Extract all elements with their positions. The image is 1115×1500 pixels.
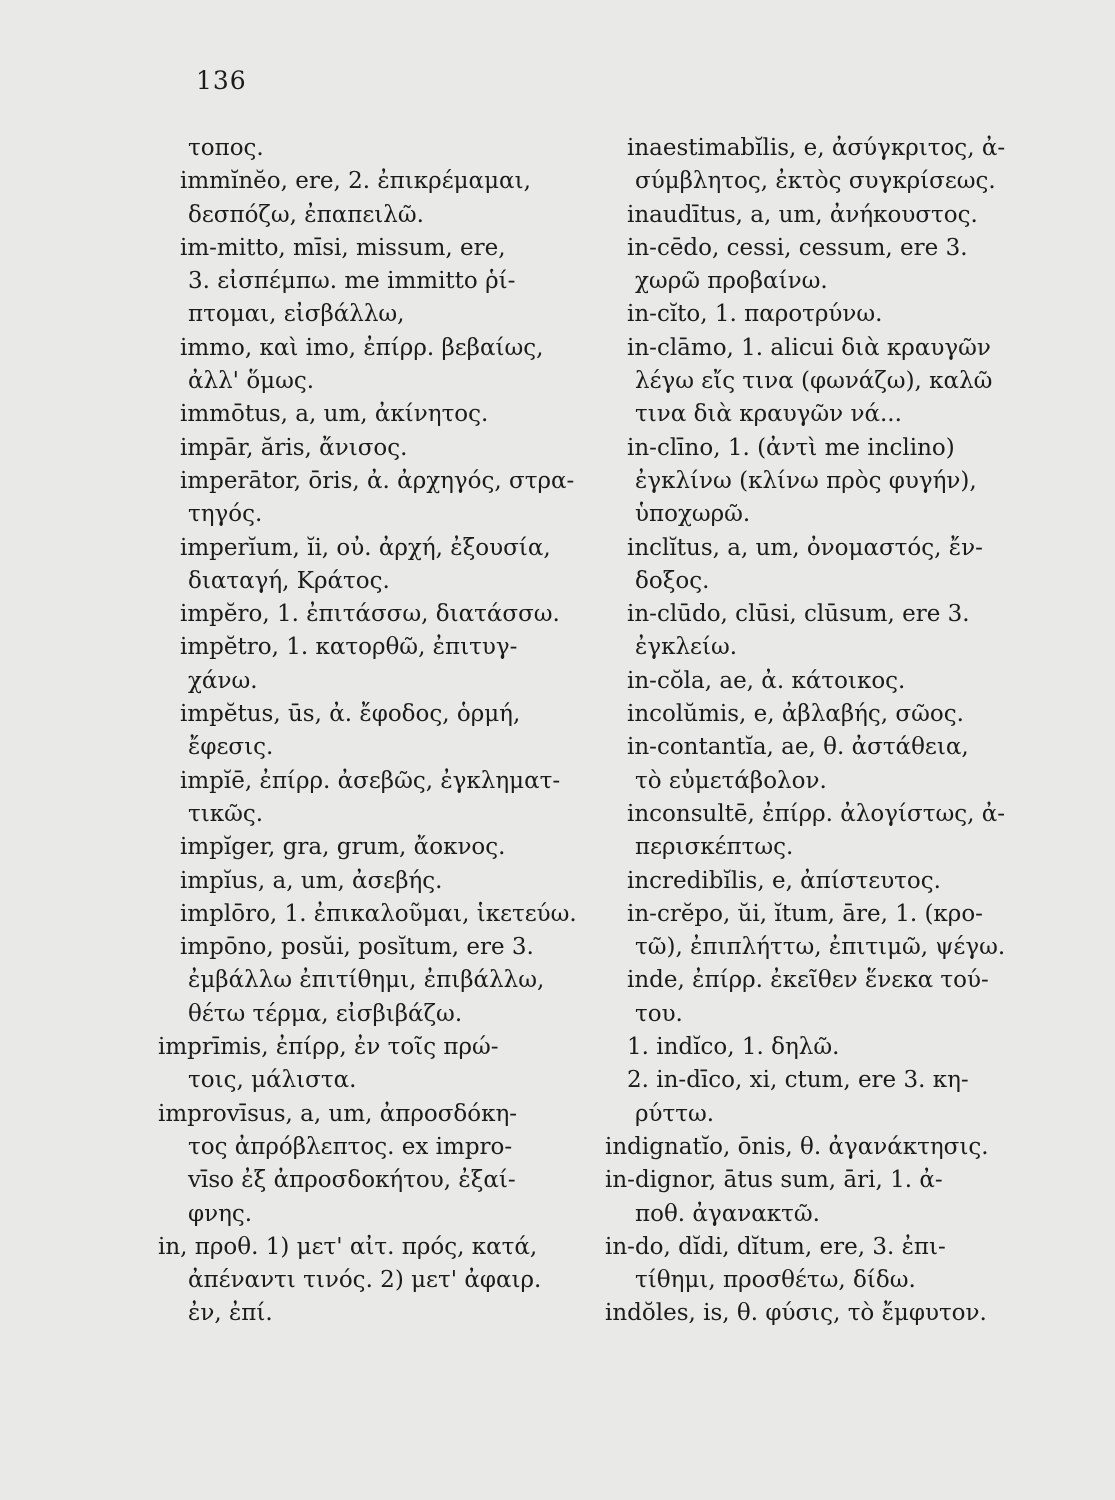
dictionary-line: inaestimabĭlis, e, ἀσύγκριτος, ἀ- [627,135,1006,161]
page-number: 136 [196,66,247,95]
dictionary-line: immōtus, a, um, ἀκίνητος. [180,401,489,428]
dictionary-line: implōro, 1. ἐπικαλοῦμαι, ἱκετεύω. [180,900,577,927]
dictionary-line: ρύττω. [635,1100,715,1127]
dictionary-line: ἀπέναντι τινός. 2) μετ' ἀφαιρ. [188,1267,542,1294]
dictionary-line: incolŭmis, e, ἀβλαβής, σῶος. [627,701,964,728]
dictionary-line: imprīmis, ἐπίρρ, ἐν τοῖς πρώ- [158,1034,499,1061]
dictionary-line: τοπος. [188,135,264,161]
dictionary-line: σύμβλητος, ἐκτὸς συγκρίσεως. [635,168,996,195]
dictionary-line: χάνω. [188,667,258,694]
dictionary-line: improvīsus, a, um, ἀπροσδόκη- [158,1100,518,1127]
dictionary-line: ἐγκλείω. [635,634,738,661]
dictionary-line: inclĭtus, a, um, ὀνομαστός, ἔν- [627,534,983,561]
dictionary-line: in-crĕpo, ŭi, ĭtum, āre, 1. (κρο- [627,900,983,927]
dictionary-line: incredibĭlis, e, ἀπίστευτος. [627,867,941,894]
dictionary-line: ἐν, ἐπί. [188,1300,273,1327]
dictionary-line: in, προθ. 1) μετ' αἰτ. πρός, κατά, [158,1233,538,1260]
dictionary-line: διαταγή, Κράτος. [188,567,390,594]
dictionary-line: immĭnĕo, ere, 2. ἐπικρέμαμαι, [180,168,531,195]
dictionary-line: 1. indĭco, 1. δηλῶ. [627,1034,840,1061]
dictionary-line: in-clīno, 1. (ἀντὶ me inclino) [627,434,955,461]
dictionary-line: δεσπόζω, ἐπαπειλῶ. [188,201,424,228]
dictionary-line: impĕtro, 1. κατορθῶ, ἐπιτυγ- [180,634,518,661]
dictionary-line: τοις, μάλιστα. [188,1067,357,1094]
dictionary-line: immo, καὶ imo, ἐπίρρ. βεβαίως, [180,334,544,361]
dictionary-line: ὑποχωρῶ. [635,501,751,528]
dictionary-line: indŏles, is, θ. φύσις, τὸ ἔμφυτον. [605,1300,987,1327]
dictionary-line: impĕtus, ūs, ἀ. ἔφοδος, ὁρμή, [180,701,521,728]
dictionary-line: inconsultē, ἐπίρρ. ἀλογίστως, ἀ- [627,800,1006,827]
dictionary-line: impĕro, 1. ἐπιτάσσω, διατάσσω. [180,601,560,628]
right-column [605,132,1045,1331]
dictionary-line: imperātor, ōris, ἀ. ἀρχηγός, στρα- [180,467,575,494]
dictionary-line: in-dignor, ātus sum, āri, 1. ἀ- [605,1167,943,1194]
dictionary-line: 2. in-dīco, xi, ctum, ere 3. κη- [627,1067,969,1094]
dictionary-line: impār, ăris, ἄνισος. [180,434,408,461]
dictionary-line: ἀλλ' ὅμως. [188,368,315,395]
dictionary-line: φνης. [188,1200,253,1227]
dictionary-line: λέγω εἴς τινα (φωνάζω), καλῶ [635,368,993,395]
dictionary-line: in-cēdo, cessi, cessum, ere 3. [627,234,968,261]
dictionary-line: ποθ. ἀγανακτῶ. [635,1200,820,1227]
dictionary-line: im-mitto, mīsi, missum, ere, [180,234,506,261]
dictionary-line: του. [635,1000,683,1027]
dictionary-line: τίθημι, προσθέτω, δίδω. [635,1267,916,1294]
dictionary-line: ἐγκλίνω (κλίνω πρὸς φυγήν), [635,467,977,494]
left-column [158,132,578,1331]
dictionary-line: τινα διὰ κραυγῶν νά... [635,401,902,428]
dictionary-line: vīso ἐξ ἀπροσδοκήτου, ἐξαί- [188,1167,516,1194]
dictionary-line: τος ἀπρόβλεπτος. ex impro- [188,1133,513,1160]
dictionary-line: τηγός. [188,501,263,528]
dictionary-line: impĭus, a, um, ἀσεβής. [180,867,443,894]
dictionary-line: τὸ εὐμετάβολον. [635,767,827,794]
dictionary-line: impĭger, gra, grum, ἄοκνος. [180,834,506,861]
dictionary-line: in-clāmo, 1. alicui διὰ κραυγῶν [627,334,991,361]
dictionary-line: τικῶς. [188,800,264,827]
dictionary-line: in-do, dĭdi, dĭtum, ere, 3. ἐπι- [605,1233,946,1260]
dictionary-line: in-cĭto, 1. παροτρύνω. [627,301,883,328]
dictionary-line: δοξος. [635,567,710,594]
dictionary-line: inaudītus, a, um, ἀνήκουστος. [627,201,978,228]
dictionary-line: χωρῶ προβαίνω. [635,268,828,295]
dictionary-line: περισκέπτως. [635,834,794,861]
dictionary-line: inde, ἐπίρρ. ἐκεῖθεν ἕνεκα τού- [627,967,989,994]
dictionary-line: in-contantĭa, ae, θ. ἀστάθεια, [627,734,969,761]
dictionary-line: in-cŏla, ae, ἀ. κάτοικος. [627,667,906,694]
dictionary-line: indignatĭo, ōnis, θ. ἀγανάκτησις. [605,1133,989,1160]
dictionary-line: θέτω τέρμα, εἰσβιβάζω. [188,1000,463,1027]
dictionary-line: impōno, posŭi, posĭtum, ere 3. [180,934,534,961]
dictionary-line: ἔφεσις. [188,734,274,761]
dictionary-line: 3. εἰσπέμπω. me immitto ῥί- [188,268,516,295]
dictionary-line: τῶ), ἐπιπλήττω, ἐπιτιμῶ, ψέγω. [635,934,1006,961]
dictionary-line: ἐμβάλλω ἐπιτίθημι, ἐπιβάλλω, [188,967,545,994]
dictionary-line: imperĭum, ĭi, οὐ. ἀρχή, ἐξουσία, [180,534,551,561]
dictionary-line: in-clūdo, clūsi, clūsum, ere 3. [627,601,970,628]
dictionary-line: πτομαι, εἰσβάλλω, [188,301,405,328]
dictionary-line: impĭē, ἐπίρρ. ἀσεβῶς, ἐγκληματ- [180,767,561,794]
